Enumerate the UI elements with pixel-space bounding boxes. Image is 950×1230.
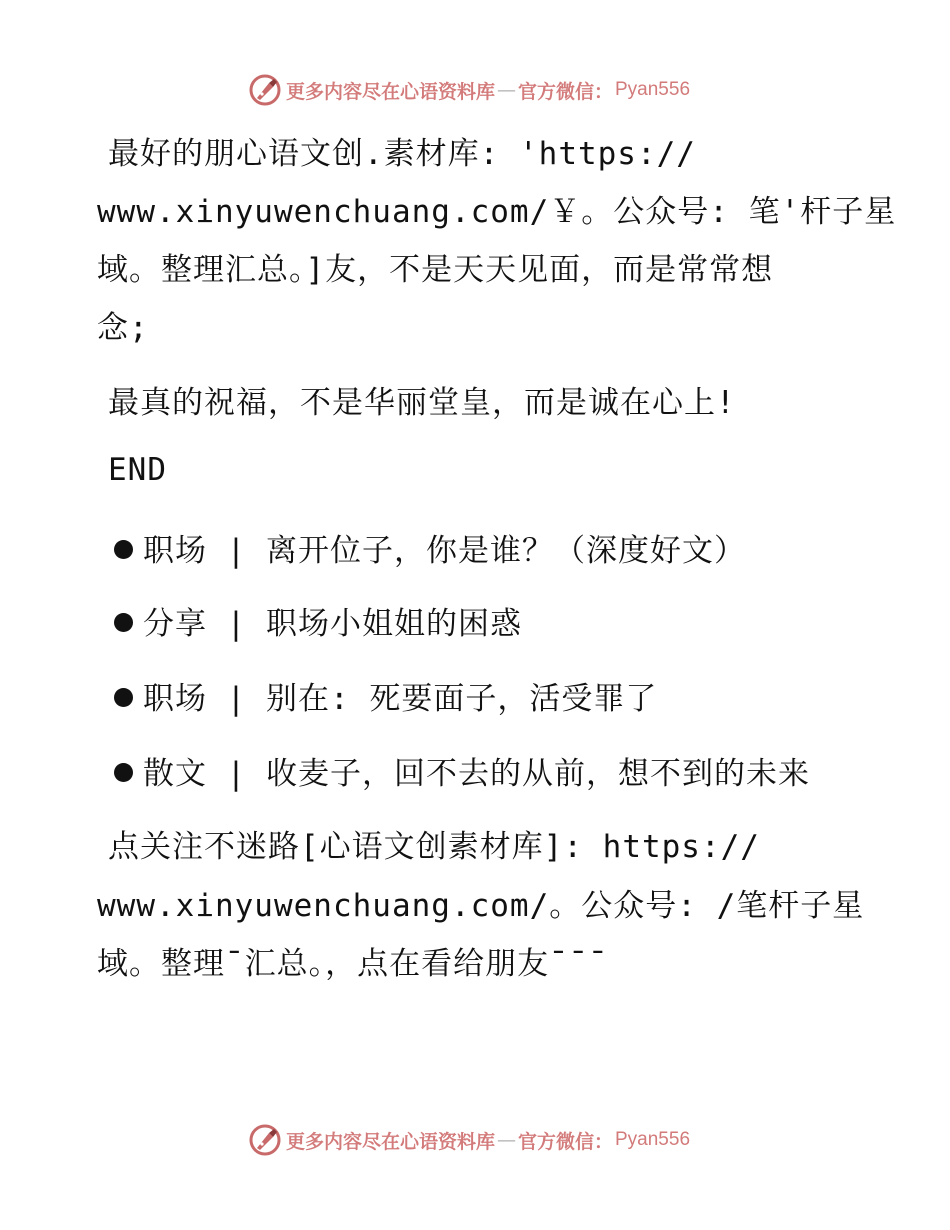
paragraph-3-line-2: www.xinyuwenchuang.com/。公众号: /笔杆子星	[97, 888, 865, 924]
paragraph-2: 最真的祝福，不是华丽堂皇，而是诚在心上!	[108, 385, 736, 421]
link-item[interactable]	[114, 748, 810, 793]
link-item[interactable]	[114, 598, 522, 643]
link-item[interactable]	[114, 525, 746, 570]
end-marker: END	[108, 452, 167, 488]
banner-text: 更多内容尽在心语资料库	[285, 80, 495, 103]
pen-nib-logo-icon	[248, 1123, 282, 1157]
banner-separator: —	[496, 1129, 516, 1151]
link-item-label: 散文 | 收麦子，回不去的从前，想不到的未来	[143, 756, 810, 792]
bullet-dot-icon	[114, 613, 133, 632]
banner-text: 更多内容尽在心语资料库	[285, 1130, 495, 1153]
paragraph-1-line-3: 域。整理汇总。]友，不是天天见面，而是常常想	[97, 252, 774, 288]
paragraph-3-line-1: 点关注不迷路[心语文创素材库]: https://	[108, 829, 760, 865]
pen-nib-logo-icon	[248, 73, 282, 107]
bullet-dot-icon	[114, 540, 133, 559]
banner-wechat-id: Pyan556	[615, 1129, 691, 1150]
paragraph-3-line-3: 域。整理¯汇总。，点在看给朋友¯¯¯	[97, 946, 609, 982]
link-item[interactable]	[114, 673, 657, 718]
banner-wechat-label: 官方微信：	[517, 1130, 613, 1153]
banner-wechat-id: Pyan556	[615, 79, 691, 100]
bullet-dot-icon	[114, 688, 133, 707]
banner-wechat-label: 官方微信：	[517, 80, 613, 103]
header-banner	[0, 70, 950, 110]
link-item-label: 分享 | 职场小姐姐的困惑	[143, 606, 522, 642]
bullet-dot-icon	[114, 763, 133, 782]
paragraph-1-line-1: 最好的朋心语文创.素材库: 'https://	[108, 136, 696, 172]
link-item-label: 职场 | 别在: 死要面子，活受罪了	[143, 681, 658, 717]
link-item-label: 职场 | 离开位子，你是谁？（深度好文）	[143, 533, 746, 569]
paragraph-1-line-4: 念;	[97, 310, 149, 346]
footer-banner	[0, 1120, 950, 1160]
paragraph-1-line-2: www.xinyuwenchuang.com/￥。公众号: 笔'杆子星	[97, 194, 897, 230]
banner-separator: —	[496, 79, 516, 101]
